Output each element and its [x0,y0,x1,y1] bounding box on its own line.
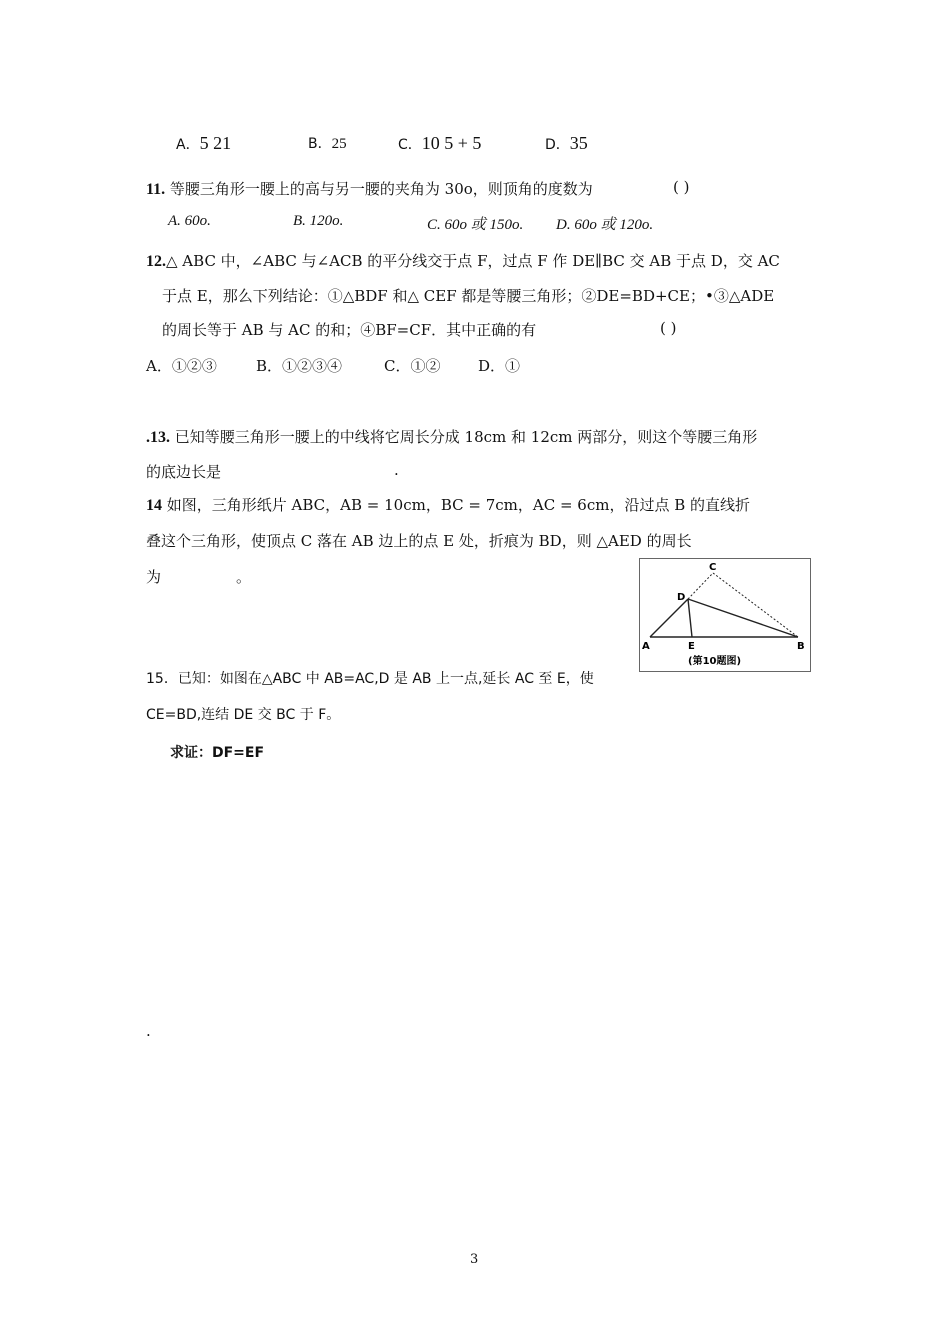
label-d: D [677,592,686,603]
q12-stem-line1: 12.△ ABC 中，∠ABC 与∠ACB 的平分线交于点 F，过点 F 作 DE∥BC 交 AB 于点 D，交 AC [146,252,780,270]
q12-stem-line3: 的周长等于 AB 与 AC 的和；④BF=CF．其中正确的有 [162,321,537,339]
label-e: E [688,641,695,652]
triangle-figure [639,558,811,672]
segment-cb-dashed [713,573,798,637]
q11-option-d: D. 60o 或 120o. [556,217,654,233]
q11-option-b: B. 120o. [293,213,344,229]
q12-option-a: A．①②③ [146,357,217,375]
label-a: A [642,641,650,652]
q11-option-c: C. 60o 或 150o. [427,217,524,233]
q10-option-d: D．35 [545,133,588,153]
q13-stem-line2: 的底边长是 [146,463,222,481]
q15-prove: 求证：DF=EF [170,745,265,761]
q13-stem-line1: .13. 已知等腰三角形一腰上的中线将它周长分成 18cm 和 12cm 两部分，则这个等腰三角形 [146,428,758,446]
label-c: C [709,562,717,573]
q13-blank-end: . [394,461,399,479]
triangle-diagram [640,559,810,671]
q11-answer-paren: ( ) [673,178,690,196]
q10-option-a: A．5 21 [176,133,232,153]
q10-option-c: C．10 5 + 5 [398,133,482,153]
figure-caption: (第10题图) [688,656,742,667]
q14-stem-line2: 叠这个三角形，使顶点 C 落在 AB 边上的点 E 处，折痕为 BD，则 △AED 的周长 [146,532,692,550]
segment-ad [650,599,688,637]
q12-stem-line2: 于点 E，那么下列结论：①△BDF 和△ CEF 都是等腰三角形；②DE=BD+CE；•③△ADE [162,287,775,305]
page-number: 3 [470,1252,479,1267]
q12-option-c: C．①② [384,357,441,375]
q15-stem-line2: CE=BD,连结 DE 交 BC 于 F。 [146,707,341,723]
stray-dot: . [146,1022,151,1040]
q12-option-b: B．①②③④ [256,357,343,375]
q14-stem-line1: 14 如图，三角形纸片 ABC，AB = 10cm，BC = 7cm，AC = 6cm，沿过点 B 的直线折 [146,496,751,514]
q15-stem-line1: 15．已知：如图在△ABC 中 AB=AC,D 是 AB 上一点,延长 AC 至 E，使 [146,671,594,687]
label-b: B [797,641,805,652]
q11-option-a: A. 60o. [168,213,211,229]
q14-blank-end: 。 [236,568,252,586]
q12-answer-paren: ( ) [660,319,677,337]
q14-stem-line3: 为 [146,568,162,586]
segment-de [688,599,692,637]
q12-option-d: D．① [478,357,521,375]
segment-dc-dashed [688,573,713,599]
q10-option-b: B．25 [308,136,347,152]
q11-stem: 11. 等腰三角形一腰上的高与另一腰的夹角为 30o，则顶角的度数为 [146,180,593,198]
segment-db [688,599,798,637]
